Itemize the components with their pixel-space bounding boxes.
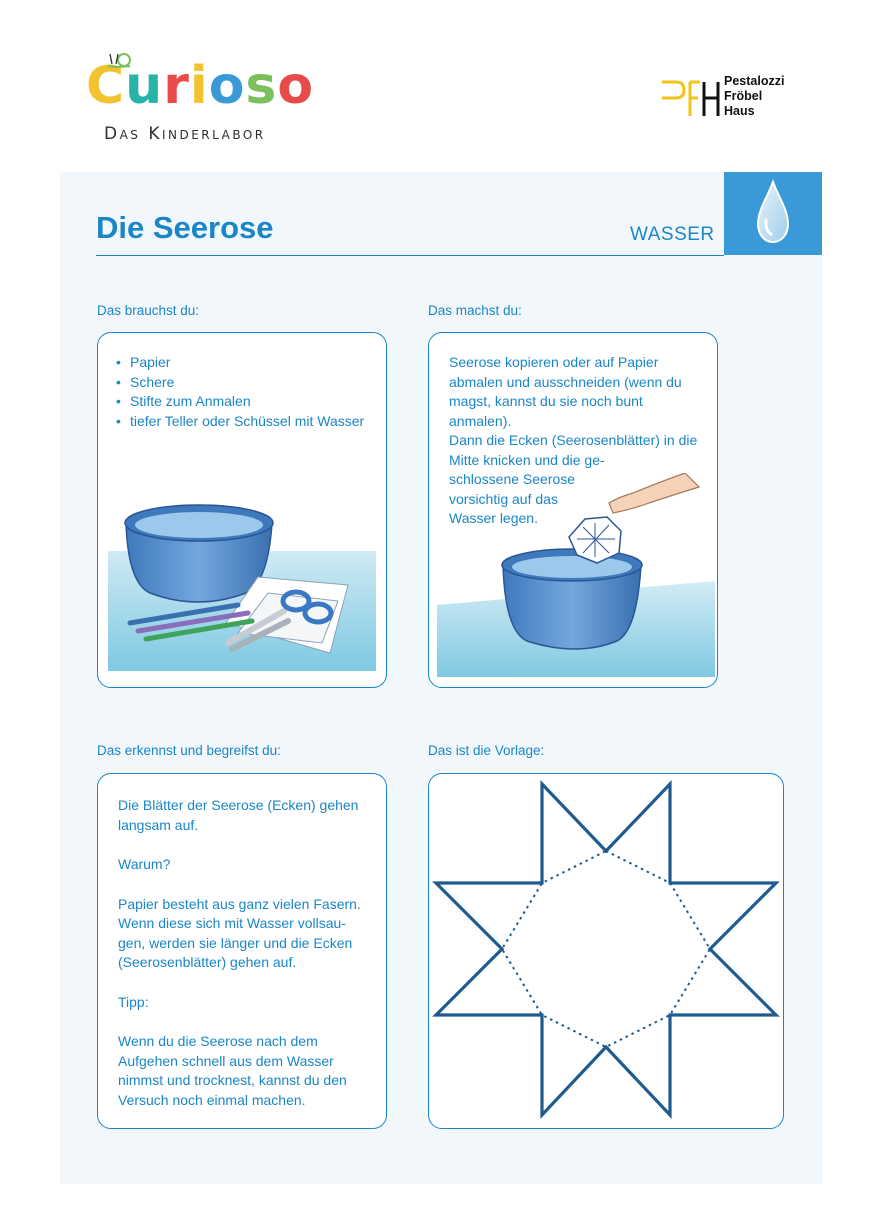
pfh-logo — [660, 74, 800, 124]
curioso-subtitle: Das Kinderlabor — [104, 124, 266, 144]
explanation-text — [118, 796, 373, 1130]
star-outline — [436, 784, 776, 1115]
instruction-paragraph-1: Seerose kopieren oder auf Papier abmalen und ausschneiden (wenn du magst, kannst du sie noch bunt anmalen). — [449, 354, 682, 429]
title-divider — [96, 255, 724, 256]
instruction-paragraph-2d: Wasser legen. — [449, 510, 538, 526]
need-card — [97, 332, 387, 688]
water-drop-icon — [724, 172, 822, 255]
list-item: • tiefer Teller oder Schüssel mit Wasser — [116, 412, 366, 432]
pfh-name — [724, 74, 784, 119]
materials-list — [116, 353, 366, 431]
list-item: • Schere — [116, 373, 366, 393]
star-template — [429, 774, 783, 1128]
bowl-scissors-illustration — [108, 493, 376, 673]
instruction-paragraph-2c: vorsichtig auf das — [449, 490, 558, 507]
instruction-paragraph-2a: Dann die Ecken (Seerosenblätter) in die Mitte knicken und die ge- — [449, 432, 698, 468]
logo-letter-i: i — [189, 56, 209, 116]
pfh-line-1: Pestalozzi — [724, 74, 785, 88]
logo-letter-r: r — [163, 56, 190, 116]
do-section-label: Das machst du: — [428, 303, 522, 318]
why-heading: Warum? — [118, 856, 171, 872]
logo-letter-s: s — [245, 56, 278, 116]
pfh-line-2: Fröbel — [724, 89, 763, 103]
snail-icon — [100, 46, 140, 70]
logo-letter-o: o — [208, 56, 246, 116]
template-section-label: Das ist die Vorlage: — [428, 743, 545, 758]
learn-card — [97, 773, 387, 1129]
pfh-mark-icon — [660, 76, 720, 118]
do-card — [428, 332, 718, 688]
logo-letter-c: C — [86, 56, 126, 116]
learn-section-label: Das erkennst und begreifst du: — [97, 743, 281, 758]
tip-paragraph: Wenn du die Seerose nach dem Aufgehen schnell aus dem Wasser nimmst und trocknest, kannst du den Versuch noch einmal machen. — [118, 1033, 347, 1108]
why-paragraph: Papier besteht aus ganz vielen Fasern. Wenn diese sich mit Wasser vollsau-gen, werden sie länger und die Ecken (Seerosenblätter) gehen auf. — [118, 895, 361, 970]
logo-letter-u: u — [125, 56, 164, 116]
water-category-tab — [724, 172, 822, 255]
need-section-label: Das brauchst du: — [97, 303, 200, 318]
category-label: WASSER — [630, 224, 715, 245]
page-title: Die Seerose — [96, 210, 274, 245]
template-card — [428, 773, 784, 1129]
list-item: • Stifte zum Anmalen — [116, 392, 366, 412]
instruction-paragraph-2b: schlossene Seerose — [449, 471, 576, 487]
list-item: • Papier — [116, 353, 366, 373]
pfh-line-3: Haus — [724, 104, 755, 118]
result-paragraph: Die Blätter der Seerose (Ecken) gehen langsam auf. — [118, 797, 359, 833]
tip-heading: Tipp: — [118, 993, 149, 1010]
hand-bowl-illustration — [437, 473, 715, 679]
logo-letter-o2: o — [277, 56, 315, 116]
curioso-logo — [86, 46, 315, 150]
